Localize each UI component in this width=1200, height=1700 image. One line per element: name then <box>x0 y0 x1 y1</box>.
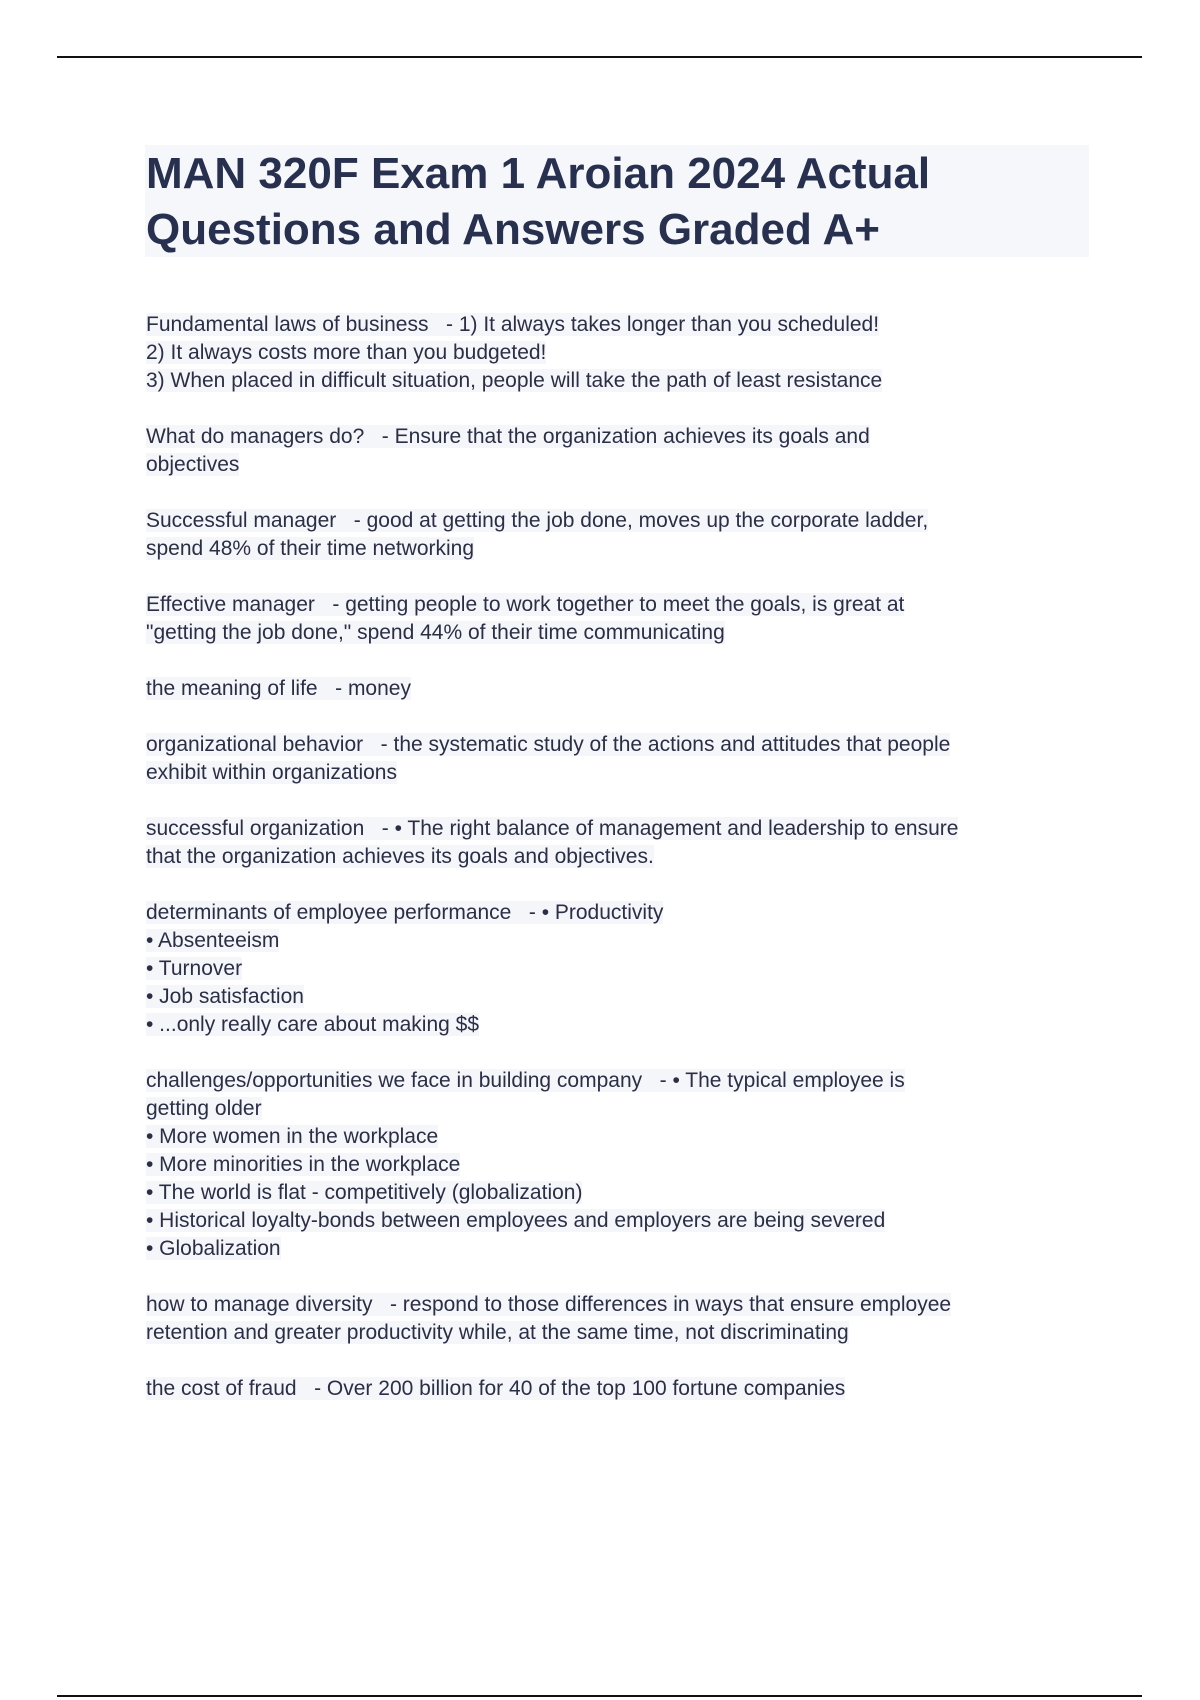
qa-line: 2) It always costs more than you budgeted! <box>146 341 547 364</box>
qa-line: • ...only really care about making $$ <box>146 1013 480 1036</box>
qa-line: • Absenteeism <box>146 929 280 952</box>
qa-item <box>146 1067 1086 1263</box>
qa-line: challenges/opportunities we face in building company - • The typical employee is <box>146 1069 905 1092</box>
qa-line: • The world is flat - competitively (globalization) <box>146 1181 583 1204</box>
qa-line: exhibit within organizations <box>146 761 397 784</box>
qa-line: spend 48% of their time networking <box>146 537 475 560</box>
qa-line: • More women in the workplace <box>146 1125 439 1148</box>
qa-line: objectives <box>146 453 240 476</box>
qa-line: • Job satisfaction <box>146 985 304 1008</box>
qa-item <box>146 675 1086 703</box>
qa-item <box>146 591 1086 647</box>
qa-item <box>146 1291 1086 1347</box>
qa-line: retention and greater productivity while, at the same time, not discriminating <box>146 1321 849 1344</box>
qa-line: how to manage diversity - respond to those differences in ways that ensure employee <box>146 1293 952 1316</box>
qa-line: the meaning of life - money <box>146 677 411 700</box>
qa-line: 3) When placed in difficult situation, people will take the path of least resistance <box>146 369 883 392</box>
qa-list <box>146 311 1086 1431</box>
qa-line: • More minorities in the workplace <box>146 1153 461 1176</box>
qa-line: • Globalization <box>146 1237 281 1260</box>
qa-line: the cost of fraud - Over 200 billion for 40 of the top 100 fortune companies <box>146 1377 846 1400</box>
document-title <box>146 146 1076 258</box>
qa-item <box>146 899 1086 1039</box>
qa-item <box>146 1375 1086 1403</box>
qa-line: Fundamental laws of business - 1) It always takes longer than you scheduled! <box>146 313 880 336</box>
qa-item <box>146 507 1086 563</box>
qa-line: • Turnover <box>146 957 243 980</box>
qa-line: organizational behavior - the systematic study of the actions and attitudes that people <box>146 733 951 756</box>
qa-line: that the organization achieves its goals and objectives. <box>146 845 654 868</box>
qa-line: getting older <box>146 1097 262 1120</box>
qa-line: Successful manager - good at getting the job done, moves up the corporate ladder, <box>146 509 929 532</box>
qa-item <box>146 423 1086 479</box>
qa-line: • Historical loyalty-bonds between employees and employers are being severed <box>146 1209 886 1232</box>
qa-line: successful organization - • The right balance of management and leadership to ensure <box>146 817 959 840</box>
title-line-2: Questions and Answers Graded A+ <box>146 205 880 254</box>
qa-item <box>146 311 1086 395</box>
title-line-1: MAN 320F Exam 1 Aroian 2024 Actual <box>146 149 931 198</box>
qa-line: What do managers do? - Ensure that the organization achieves its goals and <box>146 425 870 448</box>
qa-item <box>146 815 1086 871</box>
qa-line: "getting the job done," spend 44% of their time communicating <box>146 621 725 644</box>
qa-line: determinants of employee performance - • Productivity <box>146 901 664 924</box>
bottom-rule <box>57 1695 1142 1697</box>
qa-item <box>146 731 1086 787</box>
qa-line: Effective manager - getting people to work together to meet the goals, is great at <box>146 593 905 616</box>
top-rule <box>57 56 1142 58</box>
